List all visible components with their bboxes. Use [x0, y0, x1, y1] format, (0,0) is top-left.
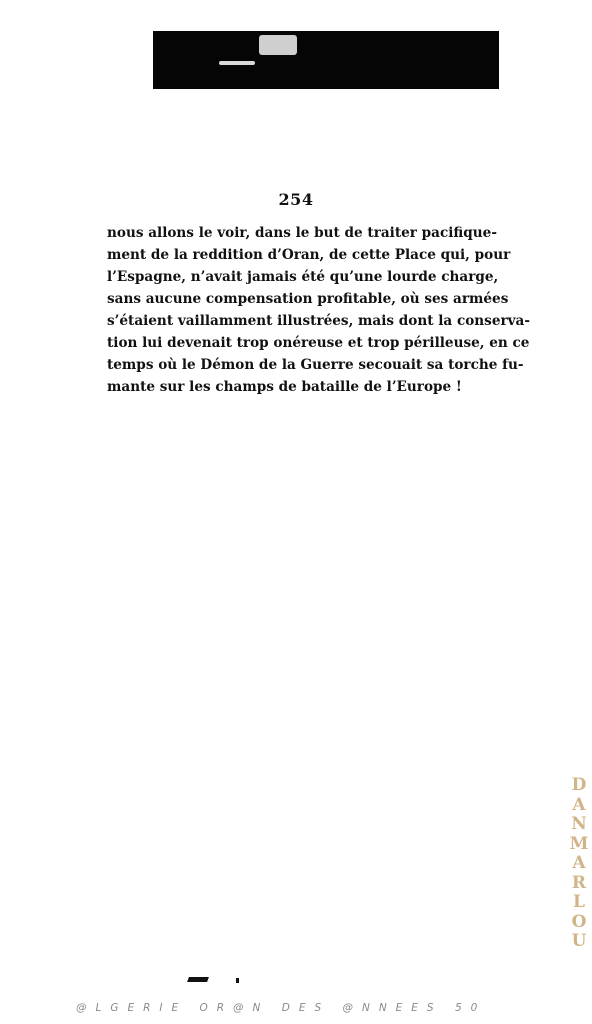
- scan-artifact-spot: [259, 35, 297, 55]
- footer-watermark: @LGERIE OR@N DES @NNEES 50: [76, 1002, 487, 1014]
- text-line: s’étaient vaillamment illustrées, mais dont la conserva-: [107, 313, 530, 329]
- side-watermark: DANMARLOU: [569, 775, 589, 951]
- scan-artifact-streak: [219, 61, 255, 65]
- text-line: nous allons le voir, dans le but de traiter pacifique-: [107, 225, 497, 241]
- scan-artifact-band: [153, 31, 499, 89]
- text-line: temps où le Démon de la Guerre secouait sa torche fu-: [107, 357, 524, 373]
- ink-mark: [187, 977, 209, 982]
- text-line: mante sur les champs de bataille de l’Europe !: [107, 379, 462, 395]
- text-line: l’Espagne, n’avait jamais été qu’une lourde charge,: [107, 269, 499, 285]
- page-number: 254: [278, 190, 314, 209]
- text-line: sans aucune compensation profitable, où ses armées: [107, 291, 509, 307]
- ink-mark: [236, 978, 239, 983]
- text-line: ment de la reddition d’Oran, de cette Place qui, pour: [107, 247, 511, 263]
- text-line: tion lui devenait trop onéreuse et trop périlleuse, en ce: [107, 335, 530, 351]
- body-paragraph: [107, 222, 530, 398]
